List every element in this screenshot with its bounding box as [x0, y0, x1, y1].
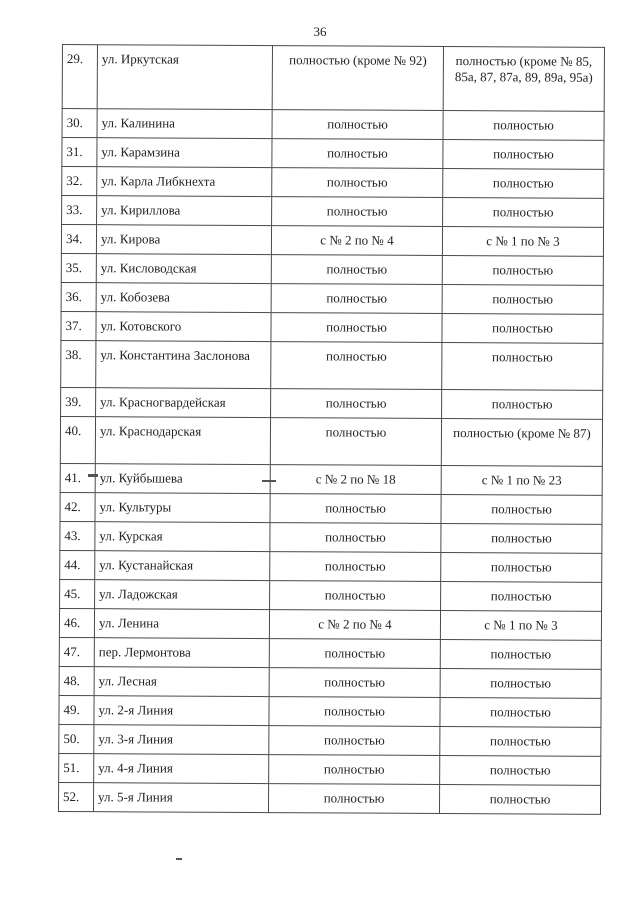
scan-artifact [262, 480, 276, 482]
street-name-cell: ул. Кириллова [97, 196, 272, 226]
even-side-cell: полностью [269, 697, 440, 727]
table-row [61, 253, 603, 285]
odd-side-cell: полностью [440, 668, 601, 698]
odd-side-cell: полностью [443, 139, 604, 169]
scan-artifact [88, 474, 98, 477]
row-number-cell: 45. [60, 579, 95, 608]
table-row [62, 138, 604, 170]
street-name-cell: ул. 2-я Линия [94, 696, 269, 726]
street-name-cell: ул. Кирова [96, 225, 271, 255]
table-row [60, 416, 602, 466]
even-side-cell: полностью [269, 639, 440, 669]
table-row [60, 550, 602, 582]
street-name-cell: ул. Котовского [96, 312, 271, 342]
street-name-cell: ул. Калинина [97, 109, 272, 139]
street-name-cell: ул. Кустанайская [95, 551, 270, 581]
street-name-cell: ул. Курская [95, 522, 270, 552]
table-row [61, 225, 603, 257]
row-number-cell: 50. [59, 724, 94, 753]
table-row [59, 724, 601, 756]
even-side-cell: полностью [268, 784, 439, 814]
row-number-cell: 34. [61, 225, 96, 254]
even-side-cell: полностью [272, 197, 443, 227]
street-name-cell: ул. Ладожская [95, 580, 270, 610]
odd-side-cell: полностью [441, 581, 602, 611]
odd-side-cell: полностью [439, 784, 600, 814]
odd-side-cell: полностью (кроме № 87) [441, 418, 602, 466]
row-number-cell: 36. [61, 282, 96, 311]
table-row [60, 463, 602, 495]
odd-side-cell: с № 1 по № 23 [441, 465, 602, 495]
even-side-cell: полностью [269, 755, 440, 785]
street-name-cell: пер. Лермонтова [94, 638, 269, 668]
street-name-cell: ул. Красногвардейская [96, 388, 271, 418]
table-row [62, 196, 604, 228]
even-side-cell: с № 2 по № 4 [271, 226, 442, 256]
even-side-cell: полностью [272, 139, 443, 169]
odd-side-cell: полностью [442, 313, 603, 343]
table-row [59, 695, 601, 727]
streets-table [58, 44, 605, 815]
row-number-cell: 37. [61, 311, 96, 340]
even-side-cell: полностью [270, 552, 441, 582]
scan-artifact [176, 858, 182, 860]
table-row [59, 753, 601, 785]
odd-side-cell: с № 1 по № 3 [440, 610, 601, 640]
street-name-cell: ул. Константина Заслонова [96, 341, 271, 389]
odd-side-cell: полностью [442, 389, 603, 419]
odd-side-cell: полностью [441, 523, 602, 553]
odd-side-cell: полностью [442, 284, 603, 314]
odd-side-cell: полностью [440, 697, 601, 727]
even-side-cell: полностью [272, 168, 443, 198]
row-number-cell: 51. [59, 753, 94, 782]
row-number-cell: 29. [62, 45, 97, 109]
street-name-cell: ул. 3-я Линия [94, 725, 269, 755]
even-side-cell: полностью [272, 110, 443, 140]
odd-side-cell: с № 1 по № 3 [442, 226, 603, 256]
table-row [60, 492, 602, 524]
row-number-cell: 48. [59, 666, 94, 695]
table-row [61, 340, 603, 390]
even-side-cell: с № 2 по № 18 [270, 465, 441, 495]
row-number-cell: 38. [61, 340, 96, 387]
even-side-cell: полностью [269, 726, 440, 756]
odd-side-cell: полностью [443, 110, 604, 140]
row-number-cell: 32. [62, 167, 97, 196]
row-number-cell: 47. [59, 637, 94, 666]
street-name-cell: ул. Карамзина [97, 138, 272, 168]
odd-side-cell: полностью [440, 639, 601, 669]
table-row [58, 782, 600, 814]
row-number-cell: 30. [62, 109, 97, 138]
row-number-cell: 35. [61, 253, 96, 282]
even-side-cell: полностью [271, 255, 442, 285]
table-row [62, 45, 604, 112]
street-name-cell: ул. Кобозева [96, 283, 271, 313]
odd-side-cell: полностью (кроме № 85, 85а, 87, 87а, 89, 89а, 95а) [443, 46, 604, 111]
row-number-cell: 49. [59, 695, 94, 724]
row-number-cell: 40. [60, 416, 95, 463]
odd-side-cell: полностью [443, 197, 604, 227]
row-number-cell: 31. [62, 138, 97, 167]
table-row [60, 579, 602, 611]
street-name-cell: ул. Культуры [95, 493, 270, 523]
row-number-cell: 33. [62, 196, 97, 225]
even-side-cell: полностью (кроме № 92) [272, 46, 443, 111]
street-name-cell: ул. Ленина [94, 609, 269, 639]
street-name-cell: ул. 5-я Линия [93, 783, 268, 813]
even-side-cell: полностью [271, 313, 442, 343]
street-name-cell: ул. Иркутская [97, 45, 272, 110]
table-row [59, 608, 601, 640]
even-side-cell: полностью [270, 523, 441, 553]
table-row [60, 521, 602, 553]
row-number-cell: 39. [61, 387, 96, 416]
even-side-cell: полностью [270, 494, 441, 524]
street-name-cell: ул. Кисловодская [96, 254, 271, 284]
row-number-cell: 43. [60, 521, 95, 550]
street-name-cell: ул. Лесная [94, 667, 269, 697]
page-number: 36 [313, 24, 327, 39]
table-row [62, 109, 604, 141]
street-name-cell: ул. Куйбышева [95, 464, 270, 494]
even-side-cell: полностью [270, 581, 441, 611]
odd-side-cell: полностью [443, 168, 604, 198]
even-side-cell: полностью [271, 389, 442, 419]
table-row [59, 666, 601, 698]
street-name-cell: ул. Краснодарская [95, 417, 270, 465]
even-side-cell: полностью [270, 418, 441, 466]
odd-side-cell: полностью [440, 755, 601, 785]
even-side-cell: полностью [269, 668, 440, 698]
row-number-cell: 41. [60, 463, 95, 492]
odd-side-cell: полностью [441, 552, 602, 582]
street-name-cell: ул. 4-я Линия [94, 754, 269, 784]
table-row [59, 637, 601, 669]
odd-side-cell: полностью [440, 726, 601, 756]
row-number-cell: 44. [60, 550, 95, 579]
row-number-cell: 52. [58, 782, 93, 811]
odd-side-cell: полностью [442, 255, 603, 285]
street-name-cell: ул. Карла Либкнехта [97, 167, 272, 197]
row-number-cell: 42. [60, 492, 95, 521]
even-side-cell: полностью [271, 342, 442, 390]
even-side-cell: полностью [271, 284, 442, 314]
odd-side-cell: полностью [441, 494, 602, 524]
streets-table-body [58, 45, 604, 815]
odd-side-cell: полностью [442, 342, 603, 390]
table-row [61, 387, 603, 419]
table-row [62, 167, 604, 199]
table-row [61, 311, 603, 343]
row-number-cell: 46. [59, 608, 94, 637]
even-side-cell: с № 2 по № 4 [269, 610, 440, 640]
table-row [61, 282, 603, 314]
